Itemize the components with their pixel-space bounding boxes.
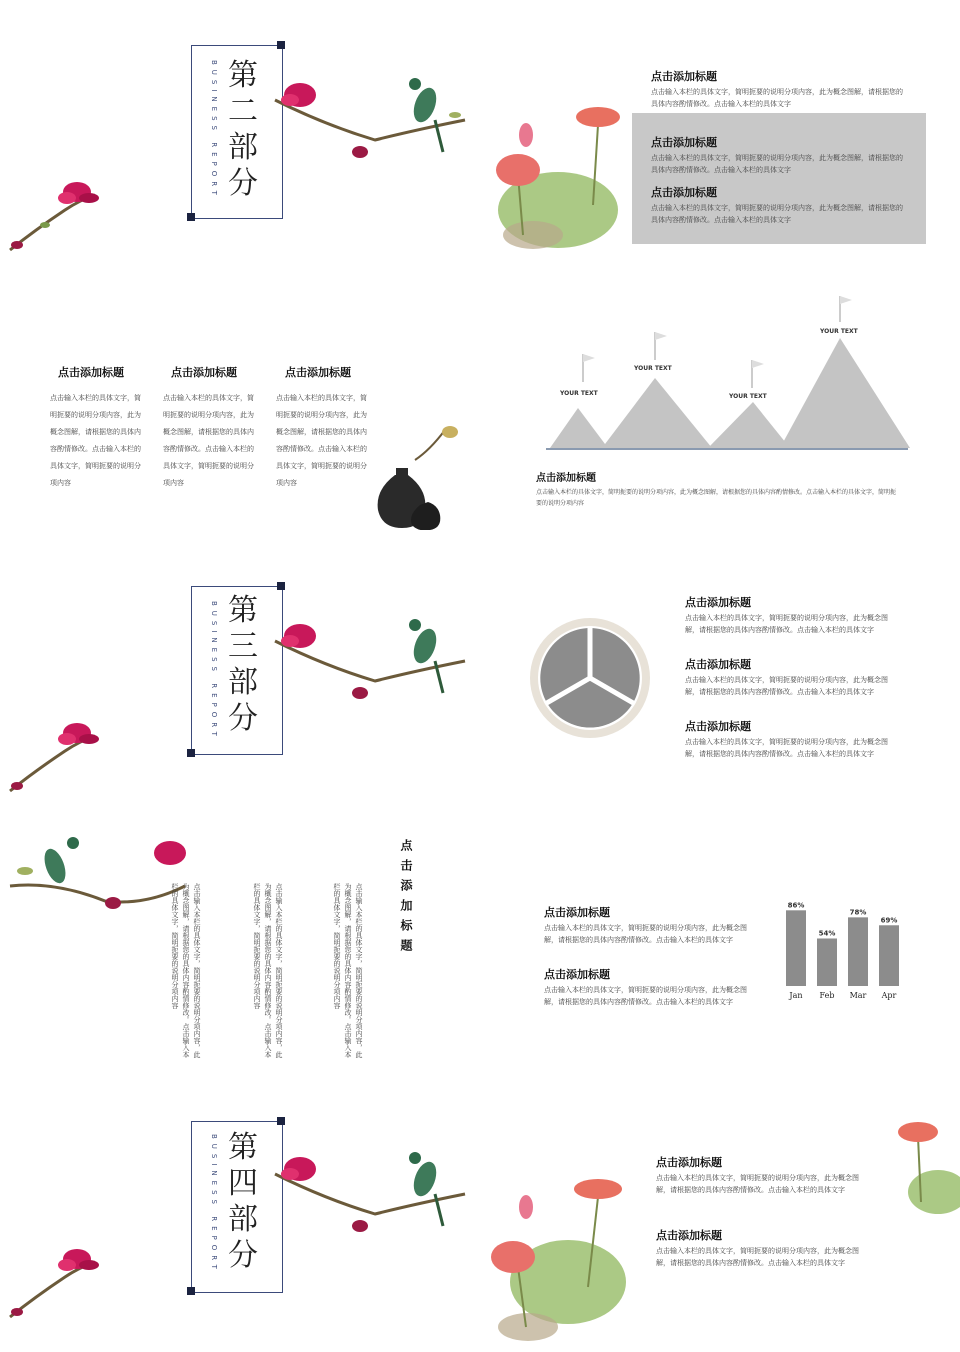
heading: 点击添加标题 (544, 968, 610, 981)
column-body-1: 点击输入本栏的具体文字，简明扼要的说明分项内容，此为概念图解，请根据您的具体内容酌情修改。点击输入本栏的具体文字，简明扼要的说明分项内容 (50, 394, 141, 487)
bar-value-label: 86% (787, 901, 805, 910)
heading: 点击添加标题 (536, 473, 596, 484)
frame-corner-square (277, 1117, 285, 1125)
magnolia-branch-illustration (5, 1237, 115, 1327)
business-report-label: BUSINESS REPORT (210, 601, 218, 741)
bar-category-label: Jan (789, 991, 803, 1000)
lotus-illustration (893, 1117, 960, 1217)
heading: 点击添加标题 (685, 658, 751, 671)
bar-category-label: Mar (849, 991, 867, 1000)
mountain-label-1: YOUR TEXT (560, 390, 598, 397)
frame-corner-square (187, 1287, 195, 1295)
bar (879, 925, 899, 986)
bird-branch-illustration (265, 611, 480, 711)
column-heading-3: 点击添加标题 (285, 366, 351, 379)
body-text: 点击输入本栏的具体文字，简明扼要的说明分项内容，此为概念图解，请根据您的具体内容酌情修改。点击输入本栏的具体文字，简明扼要的说明分项内容 (536, 489, 897, 507)
bar-chart (778, 886, 908, 1006)
slide-section-3 (0, 541, 960, 809)
mountain-label-2: YOUR TEXT (634, 365, 672, 372)
heading: 点击添加标题 (651, 70, 717, 83)
heading: 点击添加标题 (685, 720, 751, 733)
body-text: 点击输入本栏的具体文字，简明扼要的说明分项内容，此为概念图解，请根据您的具体内容酌情修改。点击输入本栏的具体文字 (544, 924, 747, 944)
heading: 点击添加标题 (651, 136, 717, 149)
business-report-label: BUSINESS REPORT (210, 60, 218, 200)
mountain-chart (540, 290, 915, 455)
frame-corner-square (187, 749, 195, 757)
column-body-3: 点击输入本栏的具体文字，简明扼要的说明分项内容，此为概念图解，请根据您的具体内容酌情修改。点击输入本栏的具体文字，简明扼要的说明分项内容 (276, 394, 367, 487)
lotus-illustration (488, 1177, 638, 1347)
section-title: 第三部分 (228, 593, 258, 736)
bar-value-label: 69% (880, 916, 898, 925)
column-body-2: 点击输入本栏的具体文字，简明扼要的说明分项内容，此为概念图解，请根据您的具体内容酌情修改。点击输入本栏的具体文字，简明扼要的说明分项内容 (163, 394, 254, 487)
bar (786, 910, 806, 986)
bar-value-label: 54% (818, 929, 836, 938)
bar (848, 917, 868, 986)
frame-corner-square (277, 41, 285, 49)
vertical-body-text: 点击输入本栏的具体文字，简明扼要的说明分项内容，此为概念图解，请根据您的具体内容酌情修改。点击输入本栏的具体文字，简明扼要的说明分项内容 (253, 883, 283, 1058)
magnolia-branch-illustration (5, 711, 115, 801)
slide-section-4 (0, 1082, 960, 1350)
body-text: 点击输入本栏的具体文字，简明扼要的说明分项内容，此为概念图解，请根据您的具体内容酌情修改。点击输入本栏的具体文字 (685, 676, 888, 696)
vertical-heading: 点击添加标题 (399, 839, 413, 959)
cycle-diagram (528, 616, 653, 741)
bird-branch-illustration (265, 1144, 480, 1244)
section-title: 第二部分 (228, 58, 258, 201)
vertical-body-text: 点击输入本栏的具体文字，简明扼要的说明分项内容，此为概念图解，请根据您的具体内容酌情修改。点击输入本栏的具体文字，简明扼要的说明分项内容 (171, 883, 201, 1058)
body-text: 点击输入本栏的具体文字，简明扼要的说明分项内容，此为概念图解，请根据您的具体内容酌情修改。点击输入本栏的具体文字 (656, 1174, 859, 1194)
heading: 点击添加标题 (685, 596, 751, 609)
body-text: 点击输入本栏的具体文字，简明扼要的说明分项内容，此为概念图解，请根据您的具体内容酌情修改。点击输入本栏的具体文字 (651, 88, 903, 108)
body-text: 点击输入本栏的具体文字，简明扼要的说明分项内容，此为概念图解，请根据您的具体内容酌情修改。点击输入本栏的具体文字 (685, 614, 888, 634)
bar (817, 938, 837, 986)
column-heading-2: 点击添加标题 (171, 366, 237, 379)
vertical-body-text: 点击输入本栏的具体文字，简明扼要的说明分项内容，此为概念图解，请根据您的具体内容酌情修改。点击输入本栏的具体文字，简明扼要的说明分项内容 (333, 883, 363, 1058)
column-heading-1: 点击添加标题 (58, 366, 124, 379)
slide-columns-mountains (0, 270, 960, 538)
heading: 点击添加标题 (544, 906, 610, 919)
heading: 点击添加标题 (651, 186, 717, 199)
bar-category-label: Feb (819, 991, 835, 1000)
heading: 点击添加标题 (656, 1229, 722, 1242)
slide-section-2 (0, 0, 960, 268)
bar-value-label: 78% (849, 908, 867, 917)
bird-branch-illustration (265, 70, 480, 170)
bar-category-label: Apr (881, 991, 897, 1000)
body-text: 点击输入本栏的具体文字，简明扼要的说明分项内容，此为概念图解，请根据您的具体内容酌情修改。点击输入本栏的具体文字 (544, 986, 747, 1006)
lotus-illustration (488, 95, 638, 250)
mountain-label-3: YOUR TEXT (729, 393, 767, 400)
slide-vertical-text-bar-chart (0, 811, 960, 1079)
heading: 点击添加标题 (656, 1156, 722, 1169)
section-title: 第四部分 (228, 1130, 258, 1273)
frame-corner-square (187, 213, 195, 221)
business-report-label: BUSINESS REPORT (210, 1134, 218, 1274)
body-text: 点击输入本栏的具体文字，简明扼要的说明分项内容，此为概念图解，请根据您的具体内容酌情修改。点击输入本栏的具体文字 (656, 1247, 859, 1267)
mountain-label-4: YOUR TEXT (820, 328, 858, 335)
vase-illustration (370, 420, 470, 530)
body-text: 点击输入本栏的具体文字，简明扼要的说明分项内容，此为概念图解，请根据您的具体内容酌情修改。点击输入本栏的具体文字 (651, 204, 903, 224)
body-text: 点击输入本栏的具体文字，简明扼要的说明分项内容，此为概念图解，请根据您的具体内容酌情修改。点击输入本栏的具体文字 (685, 738, 888, 758)
magnolia-branch-illustration (5, 170, 115, 260)
body-text: 点击输入本栏的具体文字，简明扼要的说明分项内容，此为概念图解，请根据您的具体内容酌情修改。点击输入本栏的具体文字 (651, 154, 903, 174)
frame-corner-square (277, 582, 285, 590)
